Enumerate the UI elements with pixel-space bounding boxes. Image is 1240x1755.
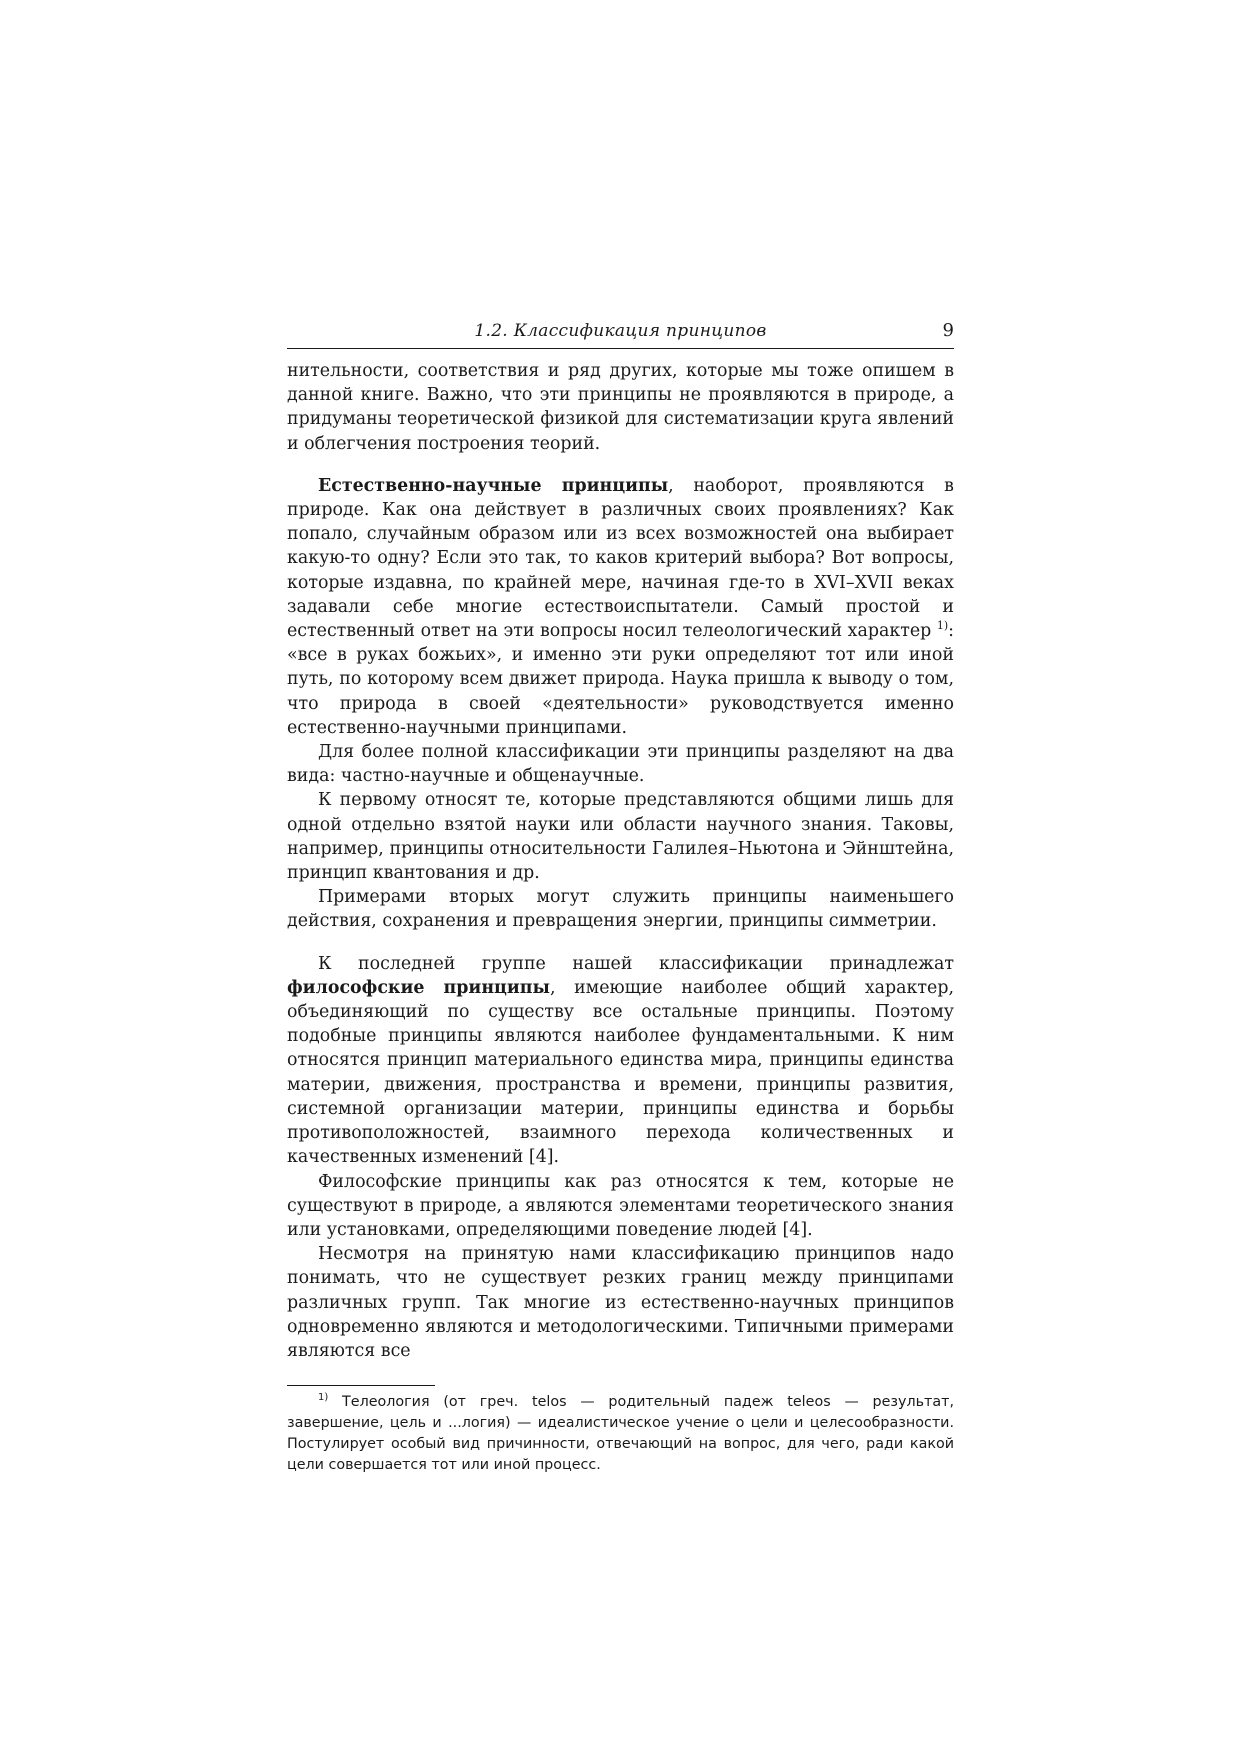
term-philosophical-principles: философские принципы — [287, 977, 550, 998]
paragraph-3 — [287, 740, 954, 788]
paragraph-3-text: Для более полной классификации эти принципы разделяют на два вида: частно-научные и общенаучные. — [287, 742, 954, 787]
footnote-divider — [287, 1385, 435, 1386]
body-text — [287, 359, 954, 1363]
paragraph-5 — [287, 885, 954, 933]
paragraph-7-text: Философские принципы как раз относятся к тем, которые не существуют в природе, а являются элементами теоретического знания или установками, определяющими поведение людей [4]. — [287, 1171, 954, 1240]
book-page — [287, 318, 954, 1476]
paragraph-2 — [287, 474, 954, 740]
paragraph-6 — [287, 952, 954, 1170]
page-number: 9 — [942, 320, 954, 341]
paragraph-8-text: Несмотря на принятую нами классификацию принципов надо понимать, что не существует резких границ между принципами различных групп. Так многие из естественно-научных принципов одновременно являются и методологическими. Типичными примерами являются все — [287, 1244, 954, 1361]
paragraph-6-text-b: , имеющие наиболее общий характер, объединяющий по существу все остальные принципы. Поэтому подобные принципы являются наиболее фундаментальными. К ним относятся принцип материального единства мира, принципы единства материи, движения, пространства и времени, принципы развития, системной организации материи, принципы единства и борьбы противоположностей, взаимного перехода количественных и качественных изменений [4]. — [287, 977, 954, 1168]
term-natural-science-principles: Естественно-научные принципы — [318, 475, 669, 496]
footnote — [287, 1392, 954, 1476]
paragraph-2-text-a: , наоборот, проявляются в природе. Как она действует в различных своих проявлениях? Как попало, случайным образом или из всех возможностей она выбирает какую-то одну? Если это так, то каков критерий выбора? Вот вопросы, которые издавна, по крайней мере, начиная где-то в XVI–XVII веках задавали себе многие естествоиспытатели. Самый простой и естественный ответ на эти вопросы носил телеологический характер — [287, 475, 954, 642]
paragraph-4-text: К первому относят те, которые представляются общими лишь для одной отдельно взятой науки или области научного знания. Таковы, например, принципы относительности Галилея–Ньютона и Эйнштейна, принцип квантования и др. — [287, 790, 954, 884]
paragraph-4 — [287, 788, 954, 885]
paragraph-1 — [287, 359, 954, 456]
paragraph-2-text-b: : «все в руках божьих», и именно эти руки определяют тот или иной путь, по которому всем движет природа. Наука пришла к выводу о том, что природа в своей «деятельности» руководствуется именно естественно-научными принципами. — [287, 621, 954, 738]
paragraph-7 — [287, 1170, 954, 1243]
footnote-text: Телеология (от греч. telos — родительный падеж teleos — результат, завершение, цель и ...логия) — идеалистическое учение о цели и целесообразности. Постулирует особый вид причинности, отвечающий на вопрос, для чего, ради какой цели совершается тот или иной процесс. — [287, 1394, 954, 1474]
running-header — [287, 318, 954, 349]
running-title: 1.2. Классификация принципов — [474, 321, 767, 341]
footnote-mark: 1) — [318, 1392, 329, 1404]
paragraph-5-text: Примерами вторых могут служить принципы наименьшего действия, сохранения и превращения энергии, принципы симметрии. — [287, 887, 954, 932]
paragraph-8 — [287, 1242, 954, 1363]
paragraph-1-text: нительности, соответствия и ряд других, которые мы тоже опишем в данной книге. Важно, что эти принципы не проявляются в природе, а придуманы теоретической физикой для систематизации круга явлений и облегчения построения теорий. — [287, 361, 954, 454]
footnote-reference: 1) — [936, 619, 949, 633]
paragraph-6-text-a: К последней группе нашей классификации принадлежат — [318, 953, 954, 974]
